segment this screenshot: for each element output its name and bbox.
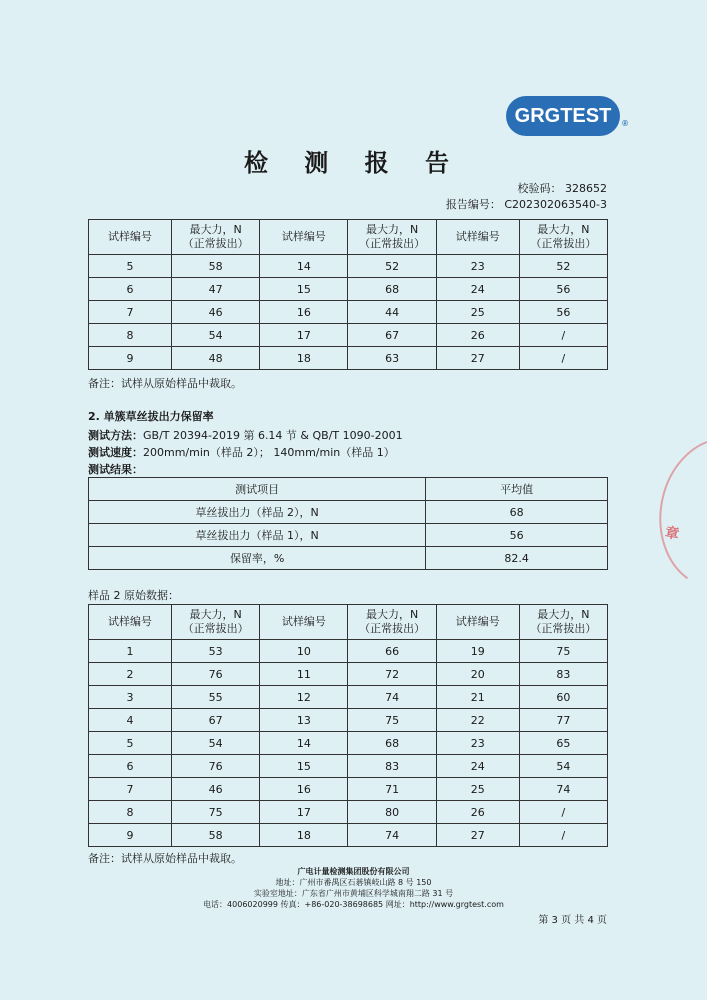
header-cell: 平均值 bbox=[426, 478, 608, 501]
sample1-data-table bbox=[88, 219, 608, 370]
table-row bbox=[89, 347, 608, 370]
table-cell: 80 bbox=[348, 801, 436, 824]
table-row bbox=[89, 732, 608, 755]
table-cell: 56 bbox=[519, 278, 607, 301]
test-method: 测试方法：GB/T 20394-2019 第 6.14 节 & QB/T 1090-2001 bbox=[88, 429, 403, 442]
table-cell: 4 bbox=[89, 709, 172, 732]
table-cell: 60 bbox=[519, 686, 607, 709]
table-cell: 52 bbox=[519, 255, 607, 278]
test-speed: 测试速度：200mm/min（样品 2）； 140mm/min（样品 1） bbox=[88, 446, 395, 459]
table-cell: 8 bbox=[89, 801, 172, 824]
table-cell: 46 bbox=[172, 778, 260, 801]
table-cell: 47 bbox=[172, 278, 260, 301]
note-2: 备注：试样从原始样品中裁取。 bbox=[88, 852, 242, 865]
table-cell: 68 bbox=[348, 278, 436, 301]
table-cell: 24 bbox=[436, 278, 519, 301]
table-cell: 16 bbox=[260, 778, 348, 801]
table-cell: 52 bbox=[348, 255, 436, 278]
table-row bbox=[89, 640, 608, 663]
table-cell: 15 bbox=[260, 278, 348, 301]
table-cell: 25 bbox=[436, 778, 519, 801]
table-cell: 74 bbox=[348, 824, 436, 847]
table-cell: 24 bbox=[436, 755, 519, 778]
table-cell: 65 bbox=[519, 732, 607, 755]
table-row bbox=[89, 255, 608, 278]
test-result-label: 测试结果： bbox=[88, 463, 143, 476]
header-cell: 最大力，N （正常拔出） bbox=[519, 605, 607, 640]
table-cell: 5 bbox=[89, 732, 172, 755]
table-cell: 17 bbox=[260, 801, 348, 824]
table-cell: 15 bbox=[260, 755, 348, 778]
table-cell: / bbox=[519, 324, 607, 347]
table-cell: 6 bbox=[89, 278, 172, 301]
table-row bbox=[89, 501, 608, 524]
table-row bbox=[89, 709, 608, 732]
table-cell: 67 bbox=[348, 324, 436, 347]
footer bbox=[0, 866, 707, 910]
table-cell: 11 bbox=[260, 663, 348, 686]
table-cell: 26 bbox=[436, 324, 519, 347]
table-cell: 75 bbox=[348, 709, 436, 732]
table-cell: 46 bbox=[172, 301, 260, 324]
table-cell: 9 bbox=[89, 347, 172, 370]
table-cell: 18 bbox=[260, 347, 348, 370]
header-cell: 试样编号 bbox=[436, 220, 519, 255]
table-row bbox=[89, 755, 608, 778]
table-cell: 8 bbox=[89, 324, 172, 347]
table-cell: 54 bbox=[519, 755, 607, 778]
table-cell: 76 bbox=[172, 663, 260, 686]
table-cell: 72 bbox=[348, 663, 436, 686]
table-cell: 25 bbox=[436, 301, 519, 324]
table-cell: 22 bbox=[436, 709, 519, 732]
table-cell: 82.4 bbox=[426, 547, 608, 570]
table-cell: 7 bbox=[89, 301, 172, 324]
table-cell: 74 bbox=[348, 686, 436, 709]
report-title: 检 测 报 告 bbox=[243, 148, 464, 177]
table-row bbox=[89, 663, 608, 686]
table-cell: 55 bbox=[172, 686, 260, 709]
table-row bbox=[89, 778, 608, 801]
header-cell: 最大力，N （正常拔出） bbox=[519, 220, 607, 255]
table-header-row bbox=[89, 478, 608, 501]
table-cell: 1 bbox=[89, 640, 172, 663]
footer-lab-address: 实验室地址：广东省广州市黄埔区科学城南翔二路 31 号 bbox=[253, 889, 454, 898]
table-row bbox=[89, 547, 608, 570]
header-cell: 试样编号 bbox=[260, 605, 348, 640]
table-cell: 63 bbox=[348, 347, 436, 370]
company-seal bbox=[628, 425, 707, 585]
table-header-row bbox=[89, 605, 608, 640]
table-row bbox=[89, 524, 608, 547]
table-cell: 76 bbox=[172, 755, 260, 778]
table-cell: 5 bbox=[89, 255, 172, 278]
table-cell: 23 bbox=[436, 255, 519, 278]
header-cell: 试样编号 bbox=[436, 605, 519, 640]
table-cell: 6 bbox=[89, 755, 172, 778]
table-row bbox=[89, 324, 608, 347]
table-row bbox=[89, 301, 608, 324]
table-cell: 56 bbox=[426, 524, 608, 547]
table-cell: 75 bbox=[519, 640, 607, 663]
table-cell: 74 bbox=[519, 778, 607, 801]
table-cell: 2 bbox=[89, 663, 172, 686]
table-cell: 48 bbox=[172, 347, 260, 370]
header-cell: 最大力，N （正常拔出） bbox=[172, 220, 260, 255]
footer-address: 地址：广州市番禺区石碁镇岐山路 8 号 150 bbox=[275, 878, 432, 887]
table-cell: / bbox=[519, 824, 607, 847]
table-cell: 54 bbox=[172, 324, 260, 347]
sample2-data-table bbox=[88, 604, 608, 847]
table-header-row bbox=[89, 220, 608, 255]
table-cell: 56 bbox=[519, 301, 607, 324]
table-cell: 14 bbox=[260, 255, 348, 278]
table-cell: 27 bbox=[436, 347, 519, 370]
footer-contact: 电话：4006020999 传真：+86-020-38698685 网址：http://www.grgtest.com bbox=[203, 900, 504, 909]
table-cell: 保留率，% bbox=[89, 547, 426, 570]
header-cell: 最大力，N （正常拔出） bbox=[172, 605, 260, 640]
seal-char: 章 bbox=[663, 524, 681, 544]
table-cell: 58 bbox=[172, 255, 260, 278]
table-cell: 83 bbox=[519, 663, 607, 686]
table-cell: 18 bbox=[260, 824, 348, 847]
seal-arc bbox=[628, 425, 707, 585]
note-1: 备注：试样从原始样品中裁取。 bbox=[88, 377, 242, 390]
table-row bbox=[89, 686, 608, 709]
table-cell: 21 bbox=[436, 686, 519, 709]
header-cell: 最大力，N （正常拔出） bbox=[348, 605, 436, 640]
table-cell: 19 bbox=[436, 640, 519, 663]
header-cell: 试样编号 bbox=[260, 220, 348, 255]
section-heading: 2. 单簇草丝拔出力保留率 bbox=[88, 410, 214, 423]
table-cell: 68 bbox=[348, 732, 436, 755]
header-cell: 测试项目 bbox=[89, 478, 426, 501]
page-number: 第 3 页 共 4 页 bbox=[538, 915, 607, 926]
grgtest-logo bbox=[506, 96, 628, 136]
table-cell: 23 bbox=[436, 732, 519, 755]
registered-mark: ® bbox=[622, 119, 628, 128]
table-cell: 3 bbox=[89, 686, 172, 709]
footer-company: 广电计量检测集团股份有限公司 bbox=[297, 867, 410, 876]
table-cell: 71 bbox=[348, 778, 436, 801]
table-cell: 77 bbox=[519, 709, 607, 732]
table-cell: 17 bbox=[260, 324, 348, 347]
table-cell: / bbox=[519, 347, 607, 370]
header-cell: 试样编号 bbox=[89, 605, 172, 640]
table-cell: 草丝拔出力（样品 2），N bbox=[89, 501, 426, 524]
table-row bbox=[89, 824, 608, 847]
table-cell: 14 bbox=[260, 732, 348, 755]
table-cell: 7 bbox=[89, 778, 172, 801]
table-cell: 12 bbox=[260, 686, 348, 709]
table-cell: 13 bbox=[260, 709, 348, 732]
table-cell: 10 bbox=[260, 640, 348, 663]
table-cell: 27 bbox=[436, 824, 519, 847]
table-row bbox=[89, 801, 608, 824]
table-cell: 66 bbox=[348, 640, 436, 663]
table-row bbox=[89, 278, 608, 301]
report-number: 报告编号： C202302063540-3 bbox=[445, 198, 607, 211]
table-cell: 20 bbox=[436, 663, 519, 686]
table-cell: 44 bbox=[348, 301, 436, 324]
table-cell: 58 bbox=[172, 824, 260, 847]
table-cell: 26 bbox=[436, 801, 519, 824]
table-cell: 75 bbox=[172, 801, 260, 824]
table-cell: 草丝拔出力（样品 1），N bbox=[89, 524, 426, 547]
check-code: 校验码： 328652 bbox=[517, 182, 607, 195]
table-cell: 83 bbox=[348, 755, 436, 778]
table-cell: 54 bbox=[172, 732, 260, 755]
result-table bbox=[88, 477, 608, 570]
table-cell: 53 bbox=[172, 640, 260, 663]
table-cell: 68 bbox=[426, 501, 608, 524]
table-cell: 16 bbox=[260, 301, 348, 324]
logo-text: GRGTEST bbox=[514, 104, 612, 127]
header-cell: 试样编号 bbox=[89, 220, 172, 255]
table-cell: 67 bbox=[172, 709, 260, 732]
sample2-label: 样品 2 原始数据： bbox=[88, 589, 179, 602]
header-cell: 最大力，N （正常拔出） bbox=[348, 220, 436, 255]
table-cell: 9 bbox=[89, 824, 172, 847]
table-cell: / bbox=[519, 801, 607, 824]
